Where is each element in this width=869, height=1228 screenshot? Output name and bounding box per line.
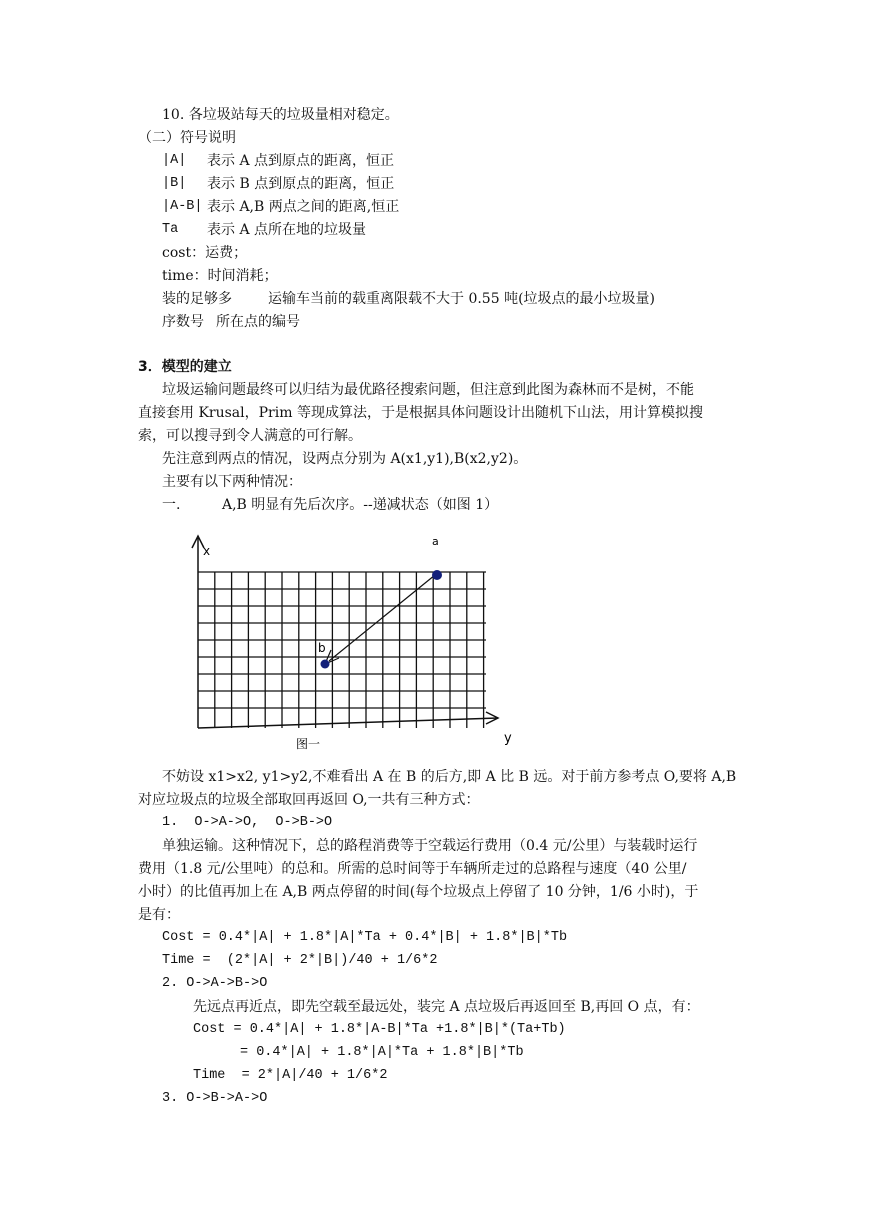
point-a-label: a — [432, 535, 439, 548]
symbol-a-desc: 表示 A 点到原点的距离，恒正 — [207, 153, 395, 169]
symbol-ta-desc: 表示 A 点所在地的垃圾量 — [207, 222, 367, 238]
paragraph-1-line-2: 直接套用 Krusal，Prim 等现成算法，于是根据具体问题设计出随机下山法，用计算模拟搜 — [138, 405, 703, 421]
paragraph-4-line-2: 对应垃圾点的垃圾全部取回再返回 O,一共有三种方式： — [138, 792, 480, 808]
symbol-enough-desc: 运输车当前的载重离限载不大于 0.55 吨(垃圾点的最小垃圾量) — [268, 291, 655, 307]
symbol-b-desc: 表示 B 点到原点的距离，恒正 — [207, 176, 395, 192]
y-axis-label: y — [504, 731, 512, 746]
case-1-number: 一. — [162, 497, 181, 513]
x-axis-label: x — [203, 544, 211, 558]
symbol-cost: cost：运费； — [162, 245, 248, 261]
symbol-a: |A| — [162, 153, 187, 168]
figure-1 — [186, 528, 526, 754]
paragraph-4-line-1: 不妨设 x1>x2, y1>y2,不难看出 A 在 B 的后方,即 A 比 B 远。对于前方参考点 O,要将 A,B — [162, 769, 737, 785]
case-1-text: A,B 明显有先后次序。--递减状态（如图 1） — [222, 497, 499, 513]
symbol-index-desc: 所在点的编号 — [216, 314, 300, 330]
symbol-ta: Ta — [162, 222, 179, 237]
symbol-ab: |A-B| — [162, 199, 203, 214]
assumption-10: 10. 各垃圾站每天的垃圾量相对稳定。 — [162, 107, 399, 123]
symbol-enough: 装的足够多 — [162, 291, 232, 307]
method-2-title: 2. O->A->B->O — [162, 976, 268, 991]
symbol-index: 序数号 — [162, 314, 204, 330]
symbols-heading: （二）符号说明 — [138, 130, 236, 146]
point-b — [321, 660, 330, 669]
symbol-time: time：时间消耗； — [162, 268, 278, 284]
method-1-cost-formula: Cost = 0.4*|A| + 1.8*|A|*Ta + 0.4*|B| + 1.8*|B|*Tb — [162, 930, 568, 945]
paragraph-1-line-3: 索，可以搜寻到令人满意的可行解。 — [138, 428, 362, 444]
method-1-line-1: 单独运输。这种情况下，总的路程消费等于空载运行费用（0.4 元/公里）与装载时运行 — [162, 838, 698, 854]
method-2-line-1: 先远点再近点，即先空载至最远处，装完 A 点垃圾后再返回至 B,再回 O 点，有： — [193, 999, 700, 1015]
method-1-line-2: 费用（1.8 元/公里吨）的总和。所需的总时间等于车辆所走过的总路程与速度（40 公里/ — [138, 861, 687, 877]
symbol-ab-desc: 表示 A,B 两点之间的距离,恒正 — [207, 199, 400, 215]
method-1-line-4: 是有： — [138, 907, 180, 923]
method-2-cost-formula-1: Cost = 0.4*|A| + 1.8*|A-B|*Ta +1.8*|B|*(Ta+Tb) — [193, 1022, 566, 1037]
section-3-heading: 3．模型的建立 — [138, 359, 232, 375]
method-2-cost-formula-2: = 0.4*|A| + 1.8*|A|*Ta + 1.8*|B|*Tb — [240, 1045, 524, 1060]
symbol-b: |B| — [162, 176, 187, 191]
point-a — [432, 570, 442, 580]
figure-caption: 图一 — [296, 737, 321, 751]
y-axis-line — [198, 718, 498, 728]
method-3-title: 3. O->B->A->O — [162, 1091, 268, 1106]
method-1-line-3: 小时）的比值再加上在 A,B 两点停留的时间(每个垃圾点上停留了 10 分钟，1/6 小时)，于 — [138, 884, 699, 900]
paragraph-2: 先注意到两点的情况，设两点分别为 A(x1,y1),B(x2,y2)。 — [162, 451, 528, 467]
a-to-b-arrow — [329, 575, 435, 661]
method-1-time-formula: Time = (2*|A| + 2*|B|)/40 + 1/6*2 — [162, 953, 438, 968]
paragraph-1-line-1: 垃圾运输问题最终可以归结为最优路径搜索问题，但注意到此图为森林而不是树，不能 — [162, 382, 694, 398]
paragraph-3: 主要有以下两种情况： — [162, 474, 302, 490]
method-2-time-formula: Time = 2*|A|/40 + 1/6*2 — [193, 1068, 388, 1083]
method-1-title: 1. O->A->O, O->B->O — [162, 815, 333, 830]
axes — [192, 536, 498, 728]
point-b-label: b — [318, 641, 326, 655]
